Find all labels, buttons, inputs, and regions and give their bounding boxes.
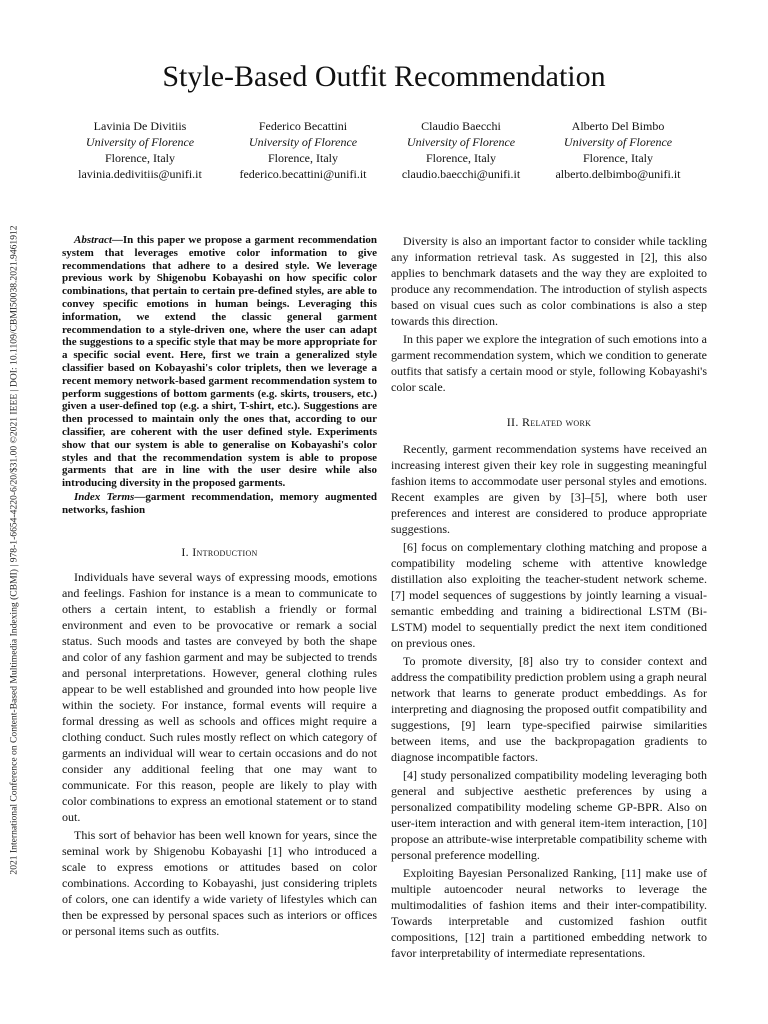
author-1 (60, 118, 220, 182)
abstract-text: —In this paper we propose a garment recommendation system that leverages emotive color information to give recommendations that adhere to a desired style. We leverage previous work by Shigenobu Kobayashi on how specific color combinations, that pertain to certain pre-defined styles, are able to convey specific emotions in human beings. Leveraging this information, we extend the classic general garment recommendation to a style-driven one, where the user can adapt the suggestions to a specific style that may be more appropriate for a specific social event. Here, first we train a generalized style classifier based on Kobayashi's color triplets, then we leverage a recent memory network-based garment recommendation system to perform suggestions of bottom garments (e.g. skirts, trousers, etc.) given a user-defined top (e.g. a shirt, T-shirt, etc.). Suggestions are then processed to maintain only the ones that, according to our classifier, are coherent with the user defined style. Experiments show that our system is able to generalise on Kobayashi's color styles and that the recommendation system is able to propose garments that are in line with the user desire while also introducing diversity in the proposed garments. (62, 234, 377, 490)
right-column (391, 233, 707, 963)
paragraph: [4] study personalized compatibility modeling leveraging both general and subjective aesthetic preferences by using a personalized compatibility modeling scheme GP-BPR. Also on user-item interaction and with general item-item interaction, [10] propose an attribute-wise interpretable compatibility scheme with personal preference modelling. (391, 768, 707, 862)
author-name: Alberto Del Bimbo (571, 119, 665, 133)
index-terms-label: Index Terms (74, 490, 135, 503)
paragraph: This sort of behavior has been well known for years, since the seminal work by Shigenobu Kobayashi [1] who introduced a scale to express emotions or attitudes based on color combinations. According to Kobayashi, just considering triplets of colors, one can identify a wide variety of lifestyles which can then be expressed by personal spaces such as interiors or offices or personal items such as outfits. (62, 827, 377, 938)
author-location: Florence, Italy (268, 151, 338, 165)
author-affiliation: University of Florence (406, 135, 516, 149)
author-email: claudio.baecchi@unifi.it (401, 167, 521, 181)
author-4 (538, 118, 698, 182)
author-affiliation: University of Florence (563, 135, 673, 149)
author-affiliation: University of Florence (248, 135, 358, 149)
abstract-label: Abstract (74, 234, 112, 246)
left-column (62, 234, 377, 941)
paragraph: To promote diversity, [8] also try to consider context and address the compatibility prediction problem using a graph neural network that learns to generate product embeddings. As for interpreting and diagnosing the proposed outfit compatibility and suggestions, [9] learn type-specified pairwise similarities between items, and use the backpropagation gradients to diagnose incompatible factors. (391, 654, 707, 764)
author-email: federico.becattini@unifi.it (239, 167, 367, 181)
author-3 (381, 118, 541, 182)
author-name: Federico Becattini (258, 119, 348, 133)
paragraph: Recently, garment recommendation systems have received an increasing interest given their key role in suggesting meaningful fashion items to accommodate user personal styles and emotions. Recent examples are given by [3]–[5], where both user preferences and interest are considered to produce appropriate suggestions. (391, 442, 707, 536)
paper-title: Style-Based Outfit Recommendation (162, 60, 606, 93)
author-affiliation: University of Florence (85, 135, 195, 149)
abstract (62, 234, 377, 490)
paragraph: Individuals have several ways of expressing moods, emotions and feelings. Fashion for instance is a mean to communicate to others a certain intent, to establish a friendly or formal environment and even to be provocative or remark a social status. Such moods and tastes are conveyed by both the shape and color of any fashion garment and may be subjected to trends and personal interpretations. However, general clothing rules appear to be well established and grounded into how people live within the society. For instance, formal events will require a formal dressing as well as schools and offices might require a clothing conduct. Such rules mostly reflect on which category of garments an individual will wear to certain occasions and do not consider any additional feeling that one may want to communicate. For this reason, people are likely to play with color combinations to express an emotional statement or to stand out. (62, 569, 377, 824)
index-terms-text: —garment recommendation, memory augmented networks, fashion (62, 490, 377, 516)
index-terms (62, 491, 377, 517)
author-email: lavinia.dedivitiis@unifi.it (78, 167, 202, 181)
author-block (60, 118, 740, 188)
author-location: Florence, Italy (426, 151, 496, 165)
author-2 (223, 118, 383, 182)
author-name: Lavinia De Divitiis (93, 119, 187, 133)
author-location: Florence, Italy (105, 151, 175, 165)
doi-sidebar (3, 160, 25, 940)
paragraph: Diversity is also an important factor to consider while tackling any information retrieval task. As suggested in [2], this also applies to benchmark datasets and the way they are exploited to produce any recommendation. The introduction of stylish aspects based on visual cues such as color combinations is also a step towards this direction. (391, 234, 707, 328)
author-location: Florence, Italy (583, 151, 653, 165)
author-email: alberto.delbimbo@unifi.it (555, 167, 681, 181)
section-heading-related-work: II. Related work (506, 415, 592, 429)
doi-sidebar-text: 2021 International Conference on Content-Based Multimedia Indexing (CBMI) | 978-1-6654-4220-6/20/$31.00 ©2021 IEEE | DOI: 10.1109/CBMI50038.2021.9461912 (8, 225, 20, 875)
paragraph: Exploiting Bayesian Personalized Ranking, [11] make use of multiple autoencoder neural networks to leverage the multimodalities of fashion items and their inter-compatibility. Towards interpretable and customized fashion outfit compositions, [12] train a partitioned embedding network to favor interpretability of intermediate representations. (391, 866, 707, 960)
paragraph: In this paper we explore the integration of such emotions into a garment recommendation system, which we condition to generate outfits that satisfy a certain mood or style, following Kobayashi's color scale. (391, 332, 707, 394)
section-heading-introduction: I. Introduction (181, 544, 258, 559)
author-name: Claudio Baecchi (421, 119, 501, 133)
paragraph: [6] focus on complementary clothing matching and propose a compatibility modeling scheme with attentive knowledge distillation also exploiting the teacher-student network scheme. [7] model sequences of suggestions by jointly learning a visual-semantic embedding and training a bidirectional LSTM (Bi-LSTM) model to sequentially predict the next item conditioned on previous ones. (391, 540, 707, 650)
